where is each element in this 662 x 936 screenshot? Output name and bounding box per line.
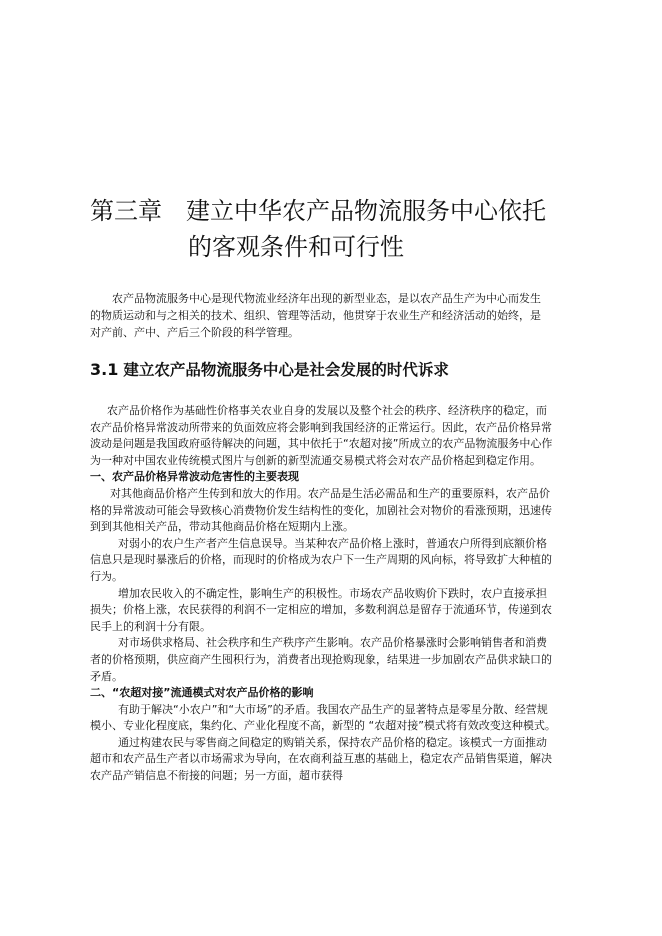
paragraph-6: 有助于解决“小农户”和“大市场”的矛盾。我国农产品生产的显著特点是零星分散、经营规模小、专业化程度底，集约化、产业化程度不高，新型的 “农超对接”模式将有效改变这种模式。 (90, 702, 556, 733)
section-title: 建立农产品物流服务中心是社会发展的时代诉求 (123, 361, 449, 379)
chapter-title-line1 (90, 193, 580, 229)
page-bottom-margin (0, 880, 662, 936)
subheading-1: 一、农产品价格异常波动危害性的主要表现 (90, 470, 299, 484)
subheading-2: 二、“农超对接”流通模式对农产品价格的影响 (90, 686, 314, 700)
body-text (90, 403, 556, 785)
paragraph-4: 增加农民收入的不确定性，影响生产的积极性。市场农产品收购价下跌时，农户直接承担损失；价格上涨，农民获得的利润不一定相应的增加，多数利润总是留存于流通环节，传递到农民手上的利润十分有限。 (90, 586, 552, 633)
paragraph-5: 对市场供求格局、社会秩序和生产秩序产生影响。农产品价格暴涨时会影响销售者和消费者的价格预期，供应商产生囤积行为，消费者出现抢购现象，结果进一步加剧农产品供求缺口的矛盾。 (90, 636, 552, 683)
chapter-title-line2: 的客观条件和可行性 (188, 233, 404, 261)
chapter-title-text1: 建立中华农产品物流服务中心依托 (186, 197, 546, 225)
chapter-title (90, 193, 580, 265)
paragraph-3: 对弱小的农户生产者产生信息误导。当某种农产品价格上涨时，普通农户所得到底额价格信息只是现时暴涨后的价格，而现时的价格成为农户下一生产周期的风向标，将导致扩大种植的行为。 (90, 536, 552, 583)
section-heading (90, 358, 560, 380)
chapter-number: 第三章 (90, 197, 162, 225)
paragraph-7: 通过构建农民与零售商之间稳定的购销关系，保持农产品价格的稳定。该模式一方面推动超市和农产品生产者以市场需求为导向，在农商利益互惠的基础上，稳定农产品销售渠道，解决农产品产销信息不衔接的问题；另一方面，超市获得 (90, 735, 552, 783)
intro-paragraph: 农产品物流服务中心是现代物流业经济年出现的新型业态，是以农产品生产为中心而发生的物质运动和与之相关的技术、组织、管理等活动，他贯穿于农业生产和经济活动的始终，是对产前、产中、产后三个阶段的科学管理。 (90, 292, 541, 339)
section-number: 3.1 (90, 360, 119, 379)
paragraph-1: 农产品价格作为基础性价格事关农业自身的发展以及整个社会的秩序、经济秩序的稳定，而农产品价格异常波动所带来的负面效应将会影响到我国经济的正常运行。因此，农产品价格异常波动是问题是我国政府亟待解决的问题，其中依托于“农超对接”所成立的农产品物流服务中心作为一种对中国农业传统模式图片与创新的新型流通交易模式将会对农产品价格起到稳定作用。 (90, 404, 553, 467)
paragraph-2: 对其他商品价格产生传到和放大的作用。农产品是生活必需品和生产的重要原料，农产品价格的异常波动可能会导致核心消费物价发生结构性的变化，加剧社会对物价的看涨预期，迅速传到到其他相关产品，带动其他商品价格在短期内上涨。 (90, 486, 552, 534)
